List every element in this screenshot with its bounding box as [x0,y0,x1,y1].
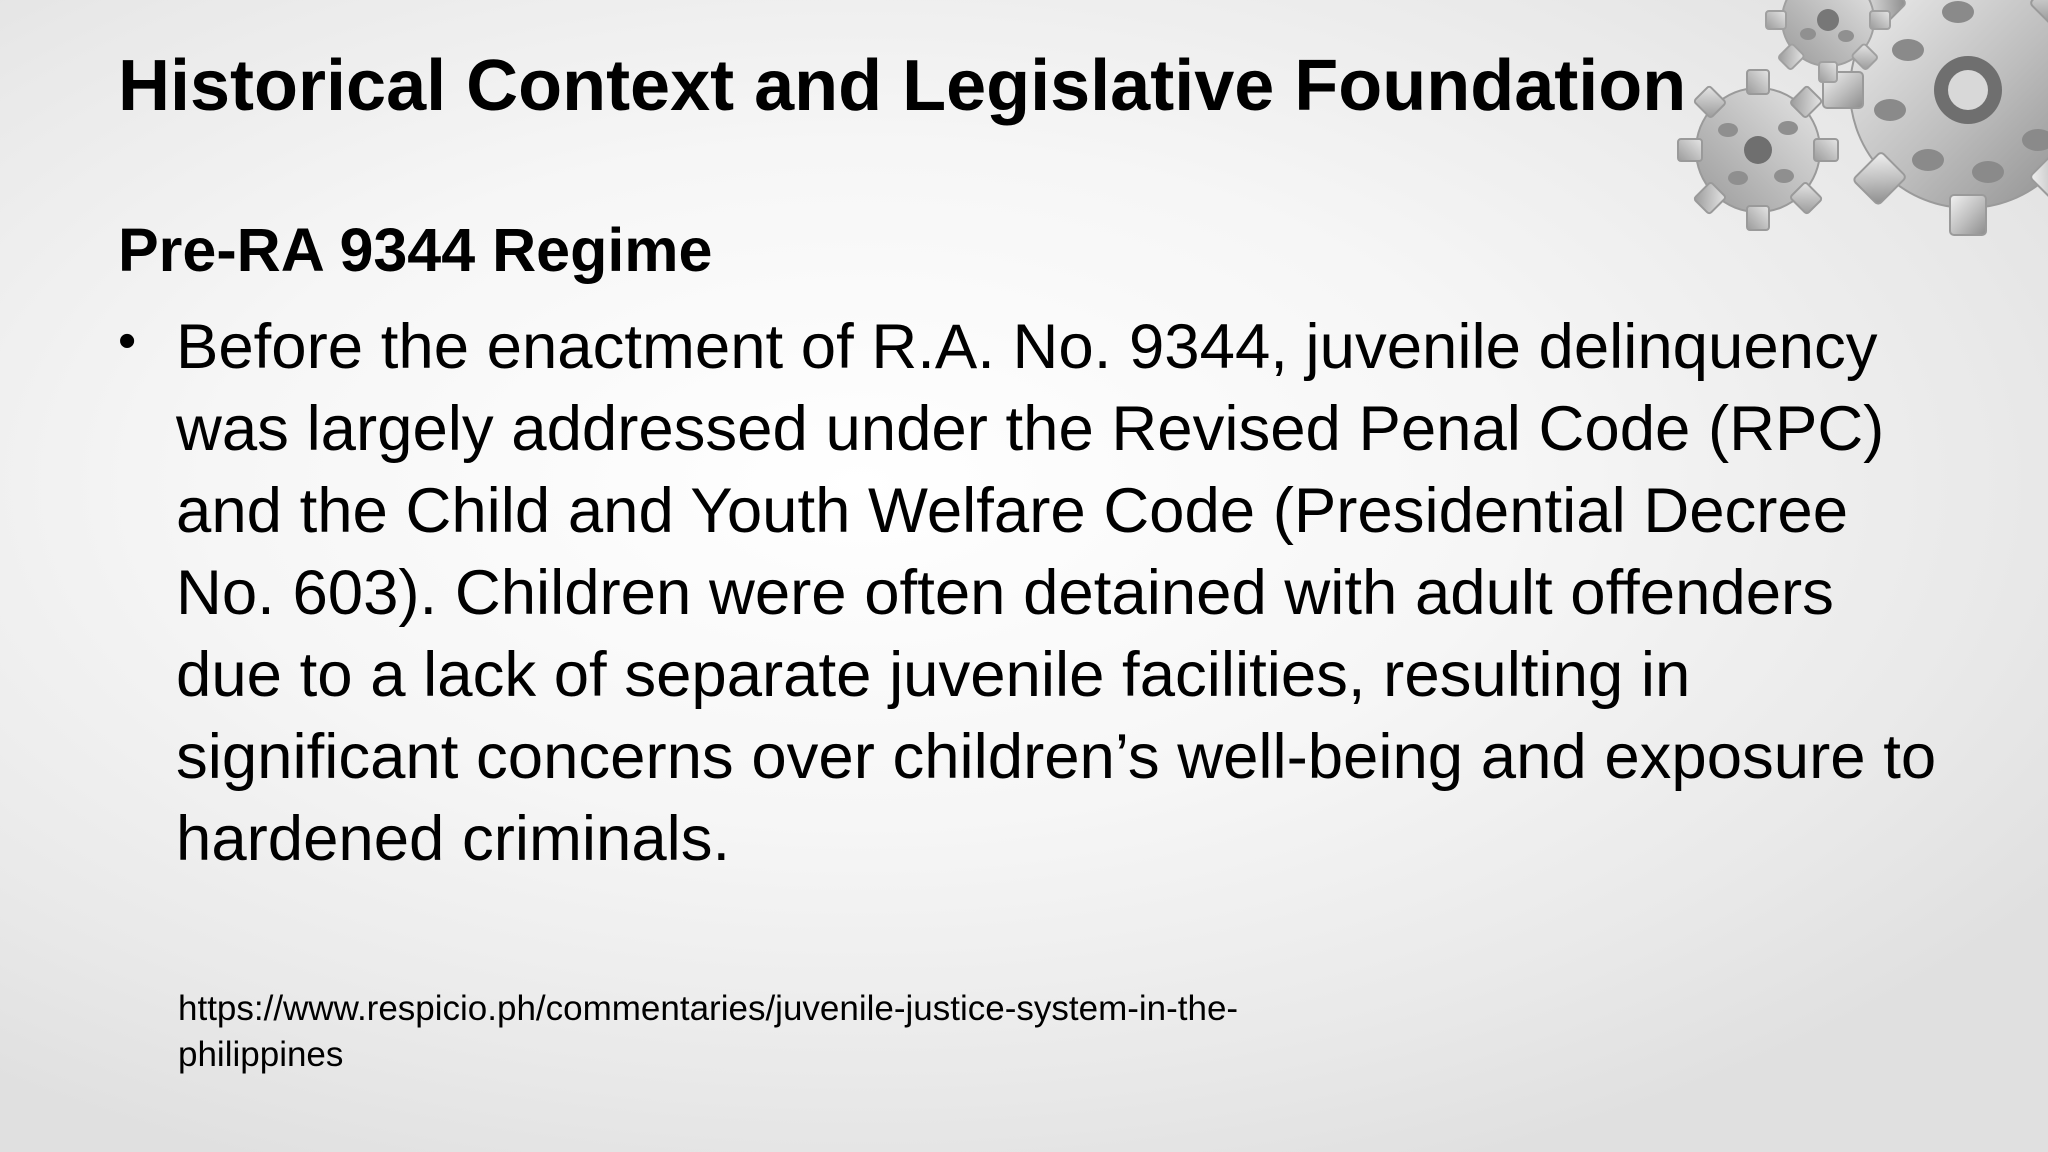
bullet-item [118,306,1948,880]
gears-graphic-icon [1628,0,2048,300]
source-link[interactable] [178,986,1478,1078]
source-url-line2[interactable]: philippines [178,1035,344,1074]
bullet-list [118,306,1948,880]
slide-subtitle: Pre-RA 9344 Regime [118,216,713,284]
source-url-line1[interactable]: https://www.respicio.ph/commentaries/juvenile-justice-system-in-the- [178,989,1239,1028]
slide-title: Historical Context and Legislative Foundation [118,46,1687,126]
bullet-text: Before the enactment of R.A. No. 9344, juvenile delinquency was largely addressed under the Revised Penal Code (RPC) and the Child and Youth Welfare Code (Presidential Decree No. 603). Children were often detained with adult offenders due to a lack of separate juvenile facilities, resulting in significant concerns over children’s well-being and exposure to hardened criminals. [176,312,1937,874]
bullet-icon: • [118,312,137,370]
